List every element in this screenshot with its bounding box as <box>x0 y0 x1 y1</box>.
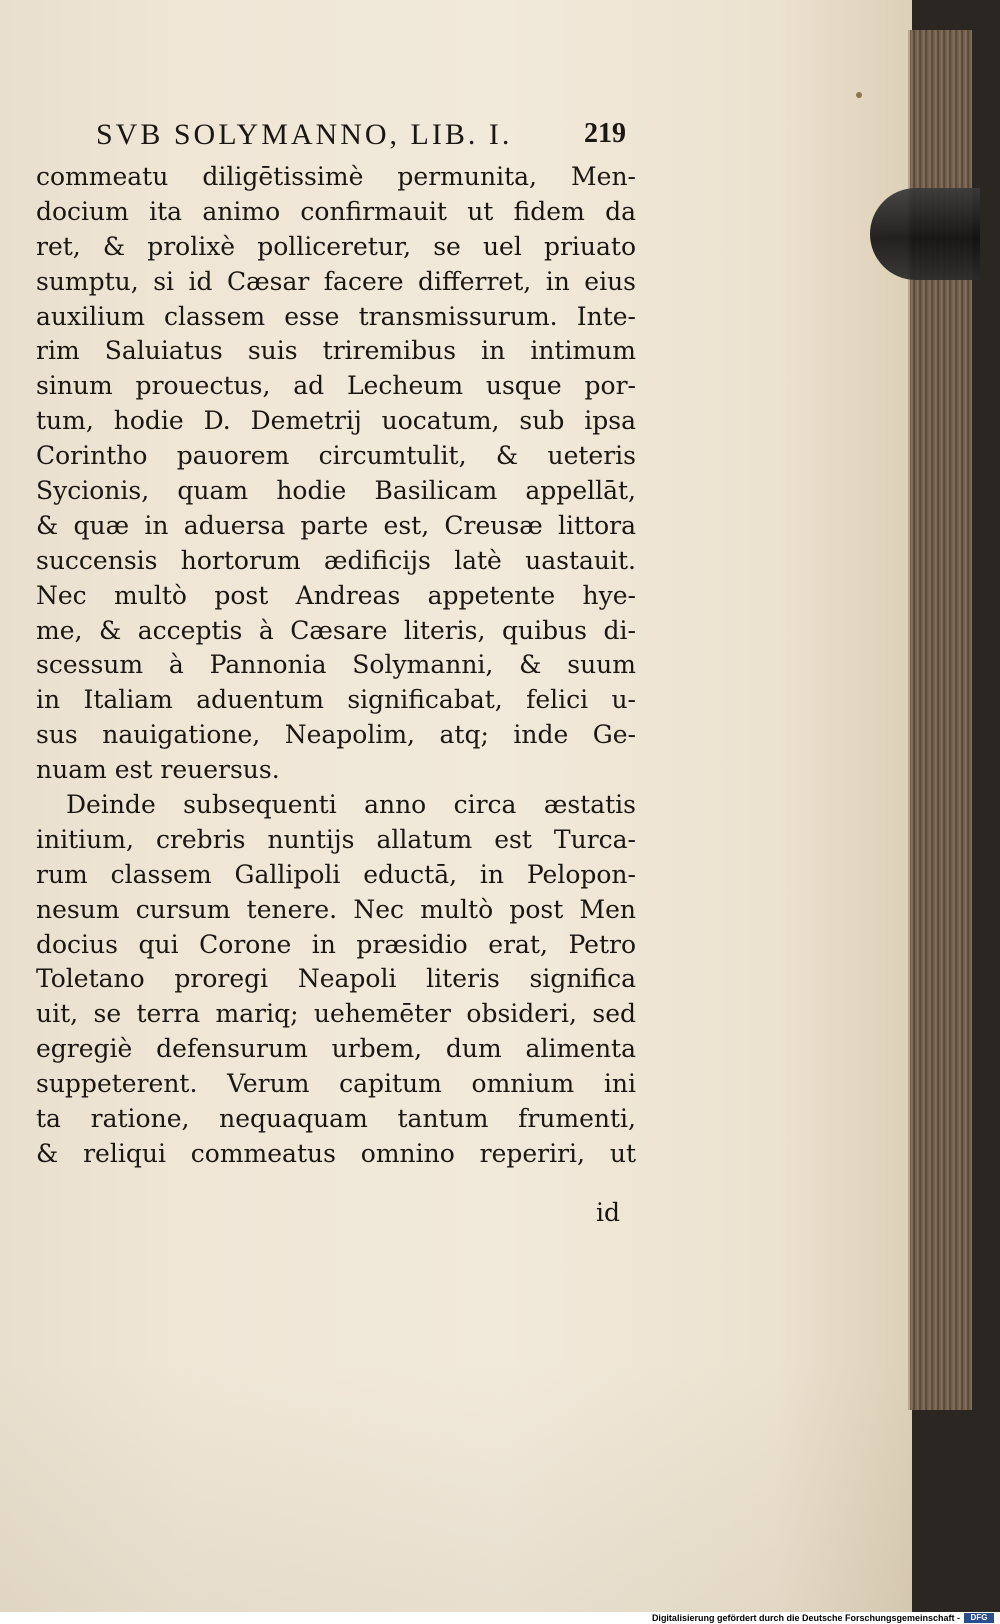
dfg-logo: DFG <box>964 1613 994 1623</box>
text-line: nesum cursum tenere. Nec multò post Men <box>36 894 636 924</box>
text-line: succensis hortorum ædificijs latè uastauit. <box>36 545 636 575</box>
text-line: sus nauigatione, Neapolim, atq; inde Ge- <box>36 720 636 750</box>
text-line: me, & acceptis à Cæsare literis, quibus di- <box>36 615 636 645</box>
text-line: Corintho pauorem circumtulit, & ueteris <box>36 441 636 471</box>
text-line: nuam est reuersus. <box>36 755 280 785</box>
body-text <box>36 160 636 1172</box>
text-line: Nec multò post Andreas appetente hye- <box>36 580 636 610</box>
text-line: Sycionis, quam hodie Basilicam appellāt, <box>36 476 636 506</box>
text-line: sumptu, si id Cæsar facere differret, in eius <box>36 266 636 296</box>
page-lower-area <box>0 1360 912 1612</box>
digitization-credit: Digitalisierung gefördert durch die Deutsche Forschungsgemeinschaft - <box>651 1613 960 1623</box>
text-line: egregiè defensurum urbem, dum alimenta <box>36 1034 636 1064</box>
text-line: rim Saluiatus suis triremibus in intimum <box>36 336 636 366</box>
text-line: suppeterent. Verum capitum omnium ini <box>36 1069 636 1099</box>
text-line: ta ratione, nequaquam tantum frumenti, <box>36 1104 636 1134</box>
text-line: sinum prouectus, ad Lecheum usque por- <box>36 371 636 401</box>
text-line: auxilium classem esse transmissurum. Inte- <box>36 301 636 331</box>
catchword: id <box>596 1198 620 1227</box>
text-line: docius qui Corone in præsidio erat, Petro <box>36 929 636 959</box>
text-line: in Italiam aduentum significabat, felici u- <box>36 685 636 715</box>
text-line: initium, crebris nuntijs allatum est Turca- <box>36 824 636 854</box>
text-line: & reliqui commeatus omnino reperiri, ut <box>36 1138 636 1168</box>
running-head-title: SVB SOLYMANNO, LIB. I. <box>96 118 513 151</box>
text-line: Toletano proregi Neapoli literis significa <box>36 964 636 994</box>
page-number: 219 <box>584 118 626 149</box>
text-line: uit, se terra mariq; uehemēter obsideri, sed <box>36 999 636 1029</box>
book-clamp <box>870 188 980 280</box>
text-line: commeatu diligētissimè permunita, Men- <box>36 162 636 191</box>
text-line: & quæ in aduersa parte est, Creusæ littora <box>36 510 636 540</box>
paper-speck <box>856 92 862 98</box>
text-line: docium ita animo confirmauit ut fidem da <box>36 196 636 226</box>
text-line: tum, hodie D. Demetrij uocatum, sub ipsa <box>36 406 636 436</box>
text-line: Deinde subsequenti anno circa æstatis <box>66 790 636 820</box>
text-line: scessum à Pannonia Solymanni, & suum <box>36 650 636 680</box>
text-line: ret, & prolixè polliceretur, se uel priuato <box>36 231 636 261</box>
running-head <box>96 118 626 162</box>
text-line: rum classem Gallipoli eductā, in Pelopon- <box>36 859 636 889</box>
